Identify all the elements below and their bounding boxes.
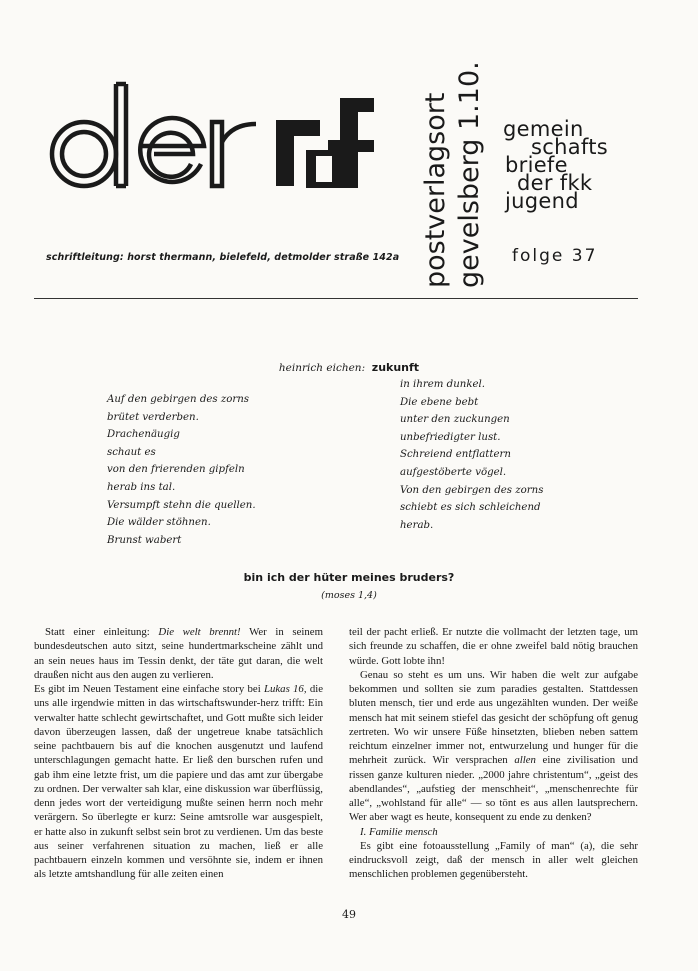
paragraph	[34, 682, 323, 882]
poem-line: Die ebene bebt	[400, 396, 479, 408]
section-heading: I. Familie mensch	[360, 825, 438, 838]
poem-line: herab ins tal.	[107, 481, 176, 493]
poem-line: Die wälder stöhnen.	[107, 517, 211, 529]
series-line: schafts	[531, 135, 608, 159]
postal-line-1: postverlagsort	[420, 92, 451, 288]
poem-line: Schreiend entflattern	[400, 449, 511, 461]
text-run: Genau so steht es um uns. Wir haben die welt zur aufgabe bekommen und sollten sie zum paradies gestalten. Stattdessen bluten mensch, tier und erde aus ungezählten wunden. Der weiße mensch hat mit seinem stiefel das gesicht der schöpfung oft genug zertreten. Wo wir unsere Füße hinsetzten, blieben neben sattem reichtum einzelner immer not, entwurzelung und hunger für die mehrheit zurück. Wir versprachen	[349, 668, 638, 767]
emphasis: allen	[514, 754, 536, 767]
poem-line: schiebt es sich schleichend	[400, 502, 541, 514]
emphasis: Die welt brennt!	[158, 626, 241, 638]
paragraph	[34, 625, 323, 682]
emphasis: Lukas 16,	[263, 683, 307, 695]
editor-line: schriftleitung: horst thermann, bielefeld, detmolder straße 142a	[46, 252, 400, 263]
poem-line: Auf den gebirgen des zorns	[107, 394, 250, 405]
issue-number: folge 37	[512, 246, 598, 266]
poem-line: Drachenäugig	[107, 429, 180, 441]
text-run: Wer in seinem bundesdeutschen auto sitzt, seine hundertmarkscheine zählt und an sein neues haus im Tessin denkt, der täte gut daran, die welt draußen nicht aus den augen zu verlieren.	[34, 626, 323, 681]
paragraph: teil der pacht erließ. Er nutzte die vollmacht der letzten tage, um sich freunde zu schaffen, die er ohne zweifel bald nötig brauchen würde. Gott lobte ihn!	[349, 626, 638, 667]
poem-line: herab.	[400, 519, 434, 531]
poem-line: schaut es	[107, 446, 156, 458]
poem-title: zukunft	[371, 361, 420, 374]
poem-author: heinrich eichen:	[278, 362, 366, 374]
paragraph: Es gibt eine fotoausstellung „Family of man“ (a), die sehr eindrucksvoll zeigt, daß der mensch in aller welt gleichen menschlichen problemen gegenübersteht.	[349, 839, 638, 881]
article-subtitle: (moses 1,4)	[321, 590, 377, 601]
poem-line: aufgestöberte vögel.	[400, 466, 507, 478]
poem-line: brütet verderben.	[107, 411, 199, 423]
text-run: eine zivilisation und rissen ganze kulturen nieder. „2000 jahre christentum“, „geist des abendlandes“, „aufstieg der menschheit“, „menschenrechte für alle“, „wohlstand für alle“ — so tönt es aus allen lautsprechern. Wer aber wagt es heute, konsequent zu ende zu denken?	[349, 754, 638, 824]
postal-line-2: gevelsberg 1.10.60	[454, 60, 484, 288]
text-run: Statt einer einleitung:	[45, 626, 159, 638]
poem-line: Von den gebirgen des zorns	[400, 484, 544, 496]
paragraph	[349, 668, 638, 825]
poem-line: unbefriedigter lust.	[400, 431, 501, 443]
poem-line: unter den zuckungen	[400, 414, 510, 426]
masthead-logo	[44, 74, 374, 194]
article-title: bin ich der hüter meines bruders?	[243, 571, 455, 584]
series-line: gemein	[503, 117, 584, 141]
poem-heading	[0, 361, 698, 374]
poem-line: von den frierenden gipfeln	[107, 464, 245, 476]
article-column-left	[34, 625, 323, 882]
poem-line: in ihrem dunkel.	[400, 379, 486, 390]
poem-line: Versumpft stehn die quellen.	[107, 499, 256, 511]
article-column-right	[349, 625, 638, 882]
series-line: briefe	[505, 153, 568, 177]
text-run: die uns alle irgendwie mitten in das wirtschaftswunder-herz trifft: Ein verwalter hatte schlecht gewirtschaftet, und Gott mußte sich leider davon überzeugen lassen, daß der ungetreue knabe tatsächlich seine pachtbauern bis auf die knochen ausgenutzt und laufend unterschlagungen gemacht hatte. Er ließ den burschen rufen und gab ihm eine letzte frist, um die papiere und das amt zur übergabe zu ordnen. Der verwalter sah klar, eine diskussion war überflüssig, denn jedes wort der verteidigung mußte seinen herrn noch mehr verärgern. So überlegte er kurz: Seine amtsrolle war ausgespielt, er hatte also in zukunft selbst sein brot zu verdienen. Um das beste aus seiner verfahrenen situation zu machen, ließ er alle pachtbauern einzeln kommen und versöhnte sie, indem er ihnen als letzte amtshandlung für alle zeiten einen	[34, 683, 324, 881]
logo-graphic	[44, 74, 374, 194]
series-title	[503, 117, 643, 213]
series-line: jugend	[505, 189, 579, 213]
poem-column-right	[400, 376, 543, 534]
postal-info	[418, 60, 484, 290]
text-run: Es gibt im Neuen Testament eine einfache story bei	[34, 683, 264, 695]
poem-line: Brunst wabert	[107, 534, 182, 546]
header-rule	[34, 298, 638, 299]
page-number: 49	[342, 908, 356, 921]
poem-column-left	[107, 391, 256, 549]
series-line: der fkk	[517, 171, 593, 195]
